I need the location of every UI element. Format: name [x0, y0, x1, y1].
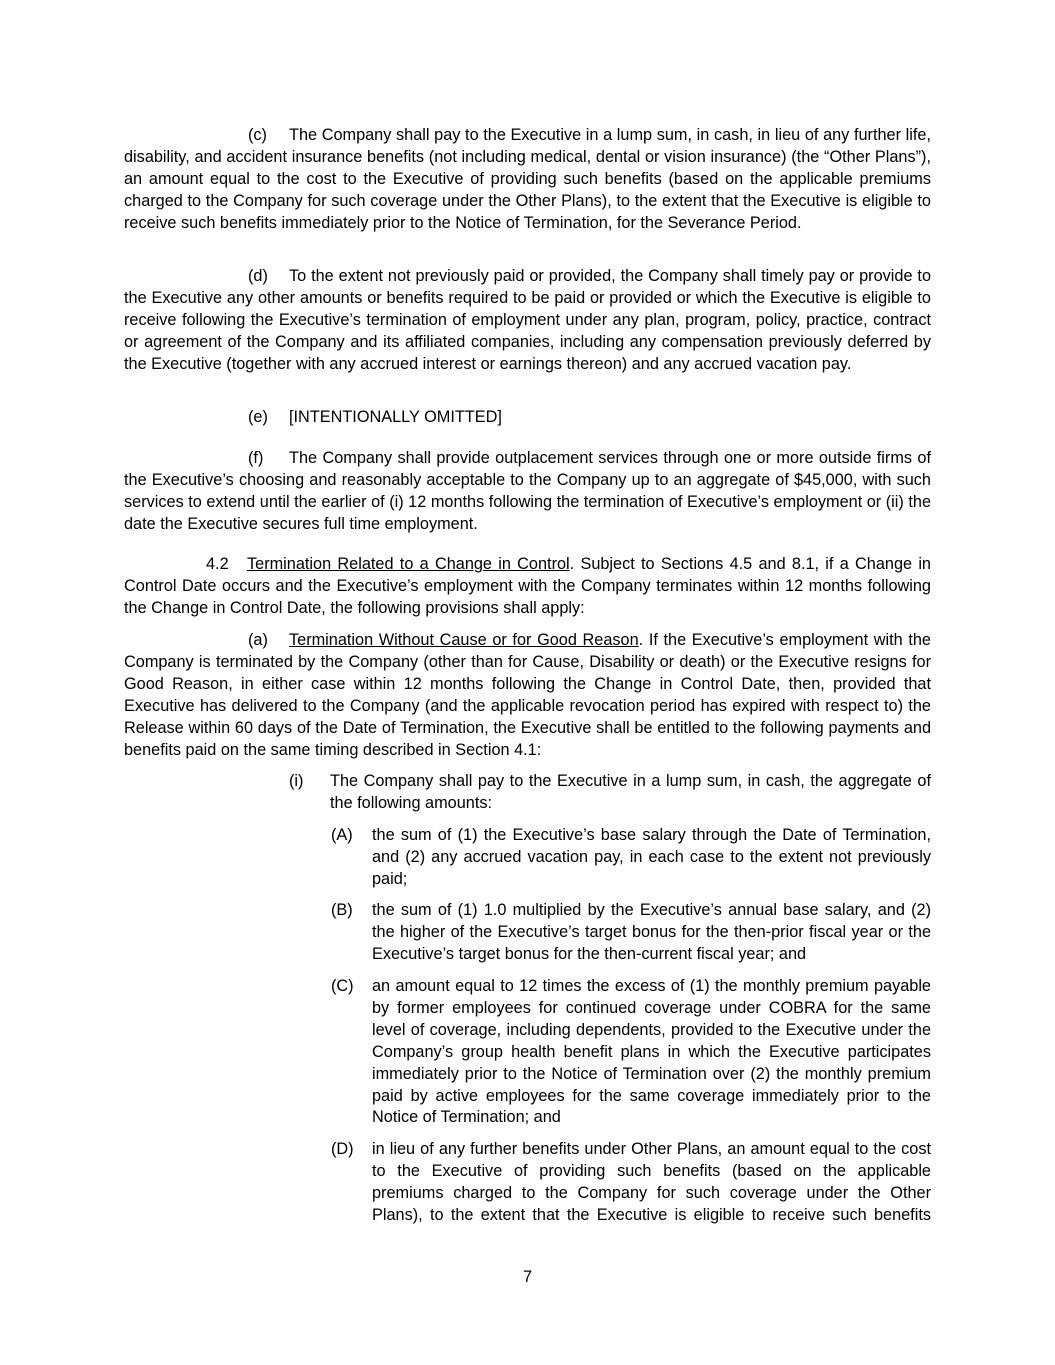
section-4-2-number: 4.2: [206, 555, 229, 573]
clause-i-text: The Company shall pay to the Executive in a lump sum, in cash, the aggregate of the following amounts:: [330, 772, 931, 812]
paragraph-a-marker: (a): [248, 631, 268, 649]
paragraph-f-text: The Company shall provide outplacement services through one or more outside firms of the Executive’s choosing and reasonably acceptable to the Company up to an aggregate of $45,000, with such services to extend until the earlier of (i) 12 months following the termination of Executive’s employment or (ii) the date the Executive secures full time employment.: [124, 449, 931, 533]
section-4-2-heading: Termination Related to a Change in Control: [247, 555, 570, 573]
paragraph-c-text: The Company shall pay to the Executive in a lump sum, in cash, in lieu of any further life, disability, and accident insurance benefits (not including medical, dental or vision insurance) (the “Other Plans”), an amount equal to the cost to the Executive of providing such benefits (based on the applicable premiums charged to the Company for such coverage under the Other Plans), to the extent that the Executive is eligible to receive such benefits immediately prior to the Notice of Termination, for the Severance Period.: [124, 126, 931, 232]
item-A: [331, 825, 931, 891]
item-B: [331, 900, 931, 966]
clause-i-marker: (i): [289, 772, 304, 790]
item-D-marker: (D): [331, 1140, 354, 1158]
paragraph-a-text: . If the Executive’s employment with the Company is terminated by the Company (other than for Cause, Disability or death) or the Executive resigns for Good Reason, in either case within 12 months following the Change in Control Date, then, provided that Executive has delivered to the Company (and the applicable revocation period has expired with respect to) the Release within 60 days of the Date of Termination, the Executive shall be entitled to the following payments and benefits paid on the same timing described in Section 4.1:: [124, 631, 931, 759]
item-C: [331, 976, 931, 1130]
item-D-text: in lieu of any further benefits under Other Plans, an amount equal to the cost to the Executive of providing such benefits (based on the applicable premiums charged to the Company for such coverage under the Other Plans), to the extent that the Executive is eligible to receive such benefits: [372, 1140, 931, 1224]
paragraph-a: [124, 630, 931, 761]
paragraph-f-marker: (f): [248, 449, 264, 467]
section-4-2-text: . Subject to Sections 4.5 and 8.1, if a Change in Control Date occurs and the Executive’s employment with the Company terminates within 12 months following the Change in Control Date, the following provisions shall apply:: [124, 555, 931, 617]
paragraph-c-marker: (c): [248, 126, 267, 144]
page-number: 7: [522, 1268, 533, 1286]
item-B-marker: (B): [331, 901, 353, 919]
paragraph-d: [124, 266, 931, 376]
paragraph-d-text: To the extent not previously paid or provided, the Company shall timely pay or provide to the Executive any other amounts or benefits required to be paid or provided or which the Executive is eligible to receive following the Executive’s termination of employment under any plan, program, policy, practice, contract or agreement of the Company and its affiliated companies, including any compensation previously deferred by the Executive (together with any accrued interest or earnings thereon) and any accrued vacation pay.: [124, 267, 931, 373]
item-A-text: the sum of (1) the Executive’s base salary through the Date of Termination, and (2) any accrued vacation pay, in each case to the extent not previously paid;: [372, 826, 931, 888]
paragraph-d-marker: (d): [248, 267, 268, 285]
item-D: [331, 1139, 931, 1227]
paragraph-f: [124, 448, 931, 536]
clause-i: [289, 771, 931, 815]
paragraph-c: [124, 125, 931, 235]
paragraph-a-heading: Termination Without Cause or for Good Reason: [289, 631, 639, 649]
item-B-text: the sum of (1) 1.0 multiplied by the Executive’s annual base salary, and (2) the higher of the Executive’s target bonus for the then-prior fiscal year or the Executive’s target bonus for the then-current fiscal year; and: [372, 901, 931, 963]
paragraph-e-marker: (e): [248, 408, 268, 426]
section-4-2: [124, 554, 931, 620]
paragraph-e-text: [INTENTIONALLY OMITTED]: [289, 408, 502, 426]
paragraph-e: [124, 407, 931, 429]
item-C-marker: (C): [331, 977, 354, 995]
item-C-text: an amount equal to 12 times the excess of (1) the monthly premium payable by former employees for continued coverage under COBRA for the same level of coverage, including dependents, provided to the Executive under the Company’s group health benefit plans in which the Executive participates immediately prior to the Notice of Termination over (2) the monthly premium paid by active employees for the same coverage immediately prior to the Notice of Termination; and: [372, 977, 931, 1127]
item-A-marker: (A): [331, 826, 353, 844]
